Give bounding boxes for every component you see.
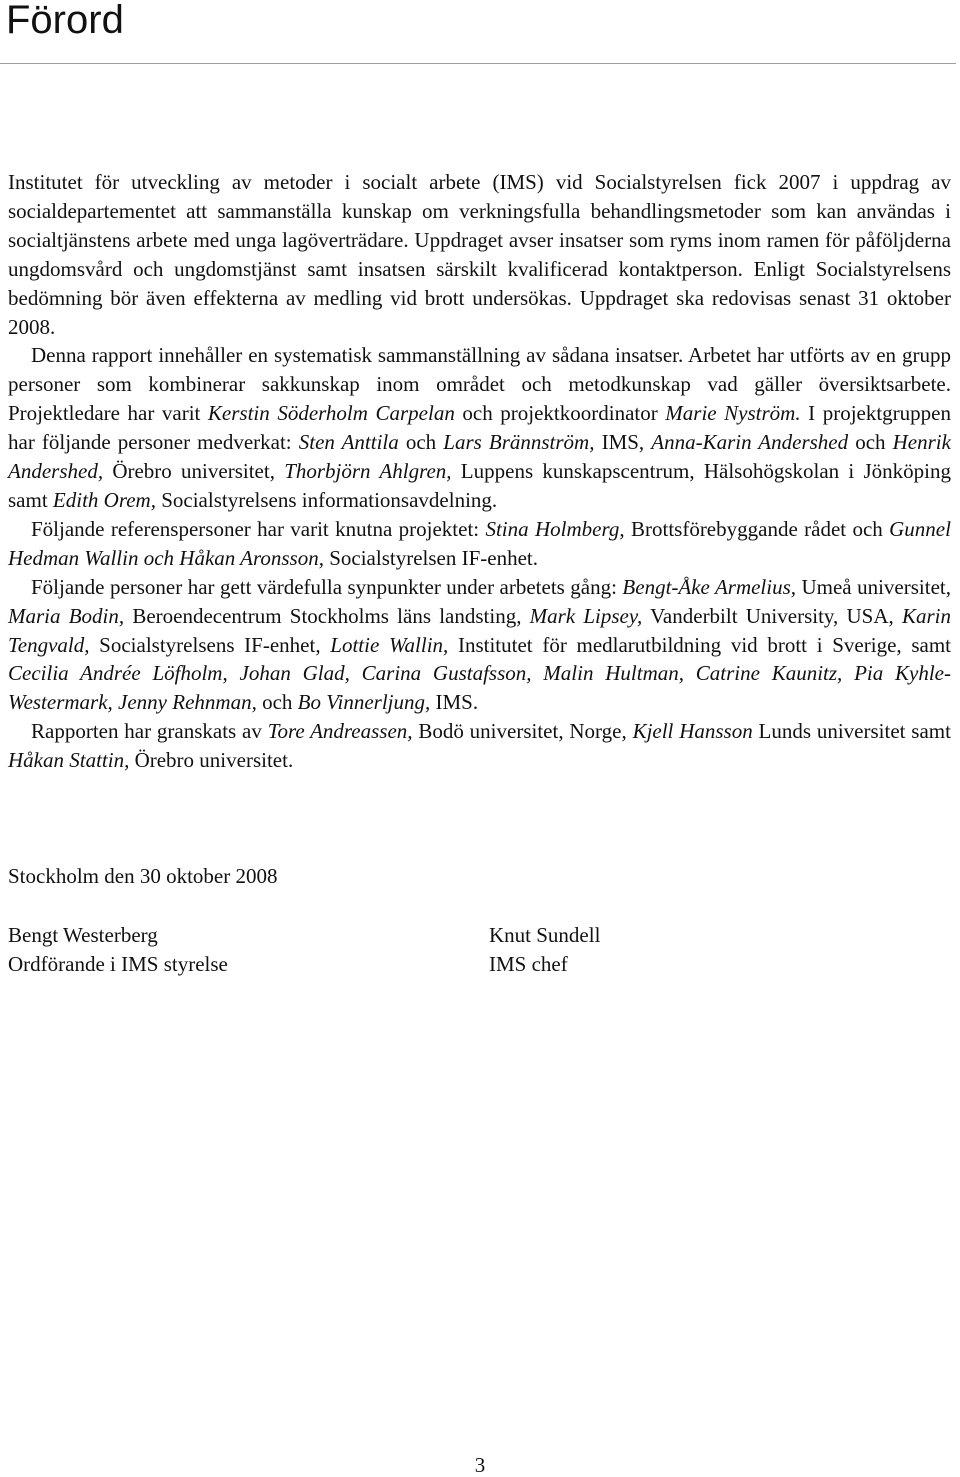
text-run: Beroendecentrum Stockholms läns landsting,: [124, 603, 530, 628]
italic-name: Bo Vinnerljung,: [297, 690, 431, 715]
italic-name: Bengt-Åke Armelius,: [622, 574, 797, 599]
paragraph: [8, 168, 951, 341]
text-run: IMS,: [594, 430, 652, 455]
italic-name: Sten Anttila: [298, 430, 399, 455]
text-run: Följande referenspersoner har varit knutna projektet:: [31, 516, 486, 541]
text-run: I projektgruppen har följande personer medverkat:: [8, 401, 951, 455]
text-run: ,: [222, 661, 240, 686]
text-run: IMS.: [430, 690, 479, 715]
signatory-title: Ordförande i IMS styrelse: [8, 952, 228, 976]
signatory-name: Knut Sundell: [489, 923, 601, 947]
text-run: Socialstyrelsen IF-enhet.: [323, 545, 538, 570]
signatory-title: IMS chef: [489, 952, 568, 976]
italic-name: Kerstin Söderholm Carpelan: [207, 401, 455, 426]
italic-name: Stina Holmberg,: [485, 516, 625, 541]
text-run: Lunds universitet samt: [752, 719, 951, 744]
paragraph: [8, 515, 951, 573]
signature-block-chair: [8, 921, 228, 979]
italic-name: Maria Bodin,: [8, 603, 125, 628]
paragraph: [8, 341, 951, 514]
text-run: Umeå universitet,: [796, 574, 951, 599]
italic-name: Edith Orem,: [52, 487, 156, 512]
italic-name: Cecilia Andrée Löfholm: [8, 661, 223, 686]
text-run: Följande personer har gett värdefulla synpunkter under arbetets gång:: [31, 574, 623, 599]
text-run: Rapporten har granskats av: [31, 719, 268, 744]
signature-block-head: [489, 921, 600, 979]
place-and-date: Stockholm den 30 oktober 2008: [8, 864, 278, 888]
italic-name: Mark Lipsey,: [529, 603, 643, 628]
italic-name: Henrik Andershed,: [8, 430, 951, 484]
paragraph: [8, 717, 951, 775]
text-run: Bodö universitet, Norge,: [412, 719, 633, 744]
italic-name: Karin Tengvald,: [8, 603, 951, 657]
italic-name: Håkan Stattin,: [8, 748, 130, 773]
italic-name: Tore Andreassen,: [267, 719, 413, 744]
italic-name: Marie Nyström.: [665, 401, 801, 426]
signatory-name: Bengt Westerberg: [8, 923, 158, 947]
heading-rule: [0, 63, 956, 64]
text-run: Socialstyrelsens informationsavdelning.: [155, 487, 498, 512]
page-heading: Förord: [6, 0, 124, 42]
italic-name: Anna-Karin Andershed: [651, 430, 849, 455]
italic-name: Thorbjörn Ahlgren,: [284, 459, 452, 484]
text-run: och: [848, 430, 893, 455]
text-run: Örebro universitet,: [103, 459, 285, 484]
paragraph: [8, 573, 951, 718]
text-run: Institutet för medlarutbildning vid brott i Sverige, samt: [448, 632, 951, 657]
text-run: och: [256, 690, 298, 715]
foreword-body: [8, 168, 951, 775]
text-run: Brottsförebyggande rådet och: [624, 516, 890, 541]
text-run: och projektkoordinator: [454, 401, 666, 426]
italic-name: Lottie Wallin,: [330, 632, 449, 657]
italic-name: Kjell Hansson: [632, 719, 753, 744]
text-run: Örebro universitet.: [129, 748, 294, 773]
text-run: Luppens kunskapscentrum, Hälsohögskolan i Jönköping samt: [8, 459, 952, 512]
text-run: Socialstyrelsens IF-enhet,: [89, 632, 331, 657]
text-run: Institutet för utveckling av metoder i socialt arbete (IMS) vid Socialstyrelsen fick 2007 i uppdrag av socialdepartementet att sammanställa kunskap om verkningsfulla behandlingsmetoder som kan användas i socialtjänstens arbete med unga lagöverträdare. Uppdraget avser insatser som ryms inom ramen för påföljderna ungdomsvård och ungdomstjänst samt insatsen särskilt kvalificerad kontaktperson. Enligt Socialstyrelsens bedömning bör även effekterna av medling vid brott undersökas. Uppdraget ska redovisas senast 31 oktober 2008.: [8, 170, 951, 339]
text-run: och: [398, 430, 444, 455]
page-number: 3: [474, 1453, 486, 1477]
italic-name: Johan Glad, Carina Gustafsson, Malin Hultman, Catrine Kaunitz, Pia Kyhle-Westermark, Jenny Rehnman,: [8, 661, 951, 715]
italic-name: Gunnel Hedman Wallin och Håkan Aronsson,: [8, 516, 951, 570]
text-run: Denna rapport innehåller en systematisk sammanställning av sådana insatser. Arbetet har utförts av en grupp personer som kombinerar sakkunskap inom området och metodkunskap vad gäller översiktsarbete. Projektledare har varit: [8, 343, 951, 426]
text-run: Vanderbilt University, USA,: [642, 603, 902, 628]
italic-name: Lars Brännström,: [443, 430, 595, 455]
